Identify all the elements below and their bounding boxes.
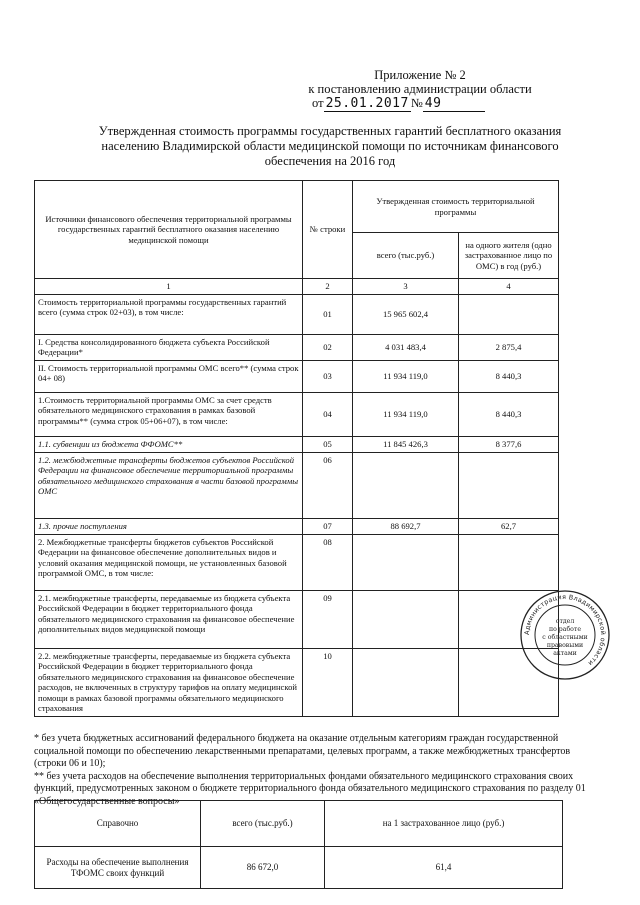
ref-row-label: Расходы на обеспечение выполнения ТФОМС своих функций bbox=[35, 847, 201, 889]
table-row bbox=[35, 518, 559, 534]
row-number: 02 bbox=[303, 334, 353, 360]
row-label: Стоимость территориальной программы государственных гарантий всего (сумма строк 02+03), в том числе: bbox=[35, 294, 303, 334]
stamp-line-2: по работе bbox=[548, 626, 582, 633]
decree-date: 25.01.2017 bbox=[325, 96, 409, 111]
table-row bbox=[35, 436, 559, 452]
row-number: 01 bbox=[303, 294, 353, 334]
table-row bbox=[35, 590, 559, 648]
table-row bbox=[35, 452, 559, 518]
row-total: 15 965 602,4 bbox=[353, 294, 459, 334]
stamp-line-4: правовыми bbox=[546, 642, 584, 649]
stamp-line-3: с областными bbox=[542, 634, 588, 641]
col-num-3: 3 bbox=[353, 279, 459, 295]
footnote-2: ** без учета расходов на обеспечение выполнения территориальных фондами обязательного медицинского страхования своих функций, предусмотренных законом о бюджете территориального фонда обязательного медицинского страхования по разделу 01 «Общегосударственные вопросы» bbox=[34, 770, 586, 807]
table-row bbox=[35, 294, 559, 334]
ref-header-total: всего (тыс.руб.) bbox=[201, 801, 325, 847]
decree-number: 49 bbox=[423, 96, 485, 112]
table-row bbox=[35, 334, 559, 360]
row-per bbox=[459, 452, 559, 518]
table-row bbox=[35, 360, 559, 392]
reference-table bbox=[34, 800, 563, 889]
row-total bbox=[353, 648, 459, 716]
row-label: 1.1. субвенции из бюджета ФФОМС** bbox=[35, 436, 303, 452]
row-number: 05 bbox=[303, 436, 353, 452]
row-number: 08 bbox=[303, 534, 353, 590]
row-per: 2 875,4 bbox=[459, 334, 559, 360]
number-prefix: № bbox=[410, 96, 423, 110]
stamp-ring-text: Администрация Владимирской области bbox=[522, 592, 608, 668]
row-total: 11 934 119,0 bbox=[353, 392, 459, 436]
row-number: 04 bbox=[303, 392, 353, 436]
ref-row-total: 86 672,0 bbox=[201, 847, 325, 889]
col-num-1: 1 bbox=[35, 279, 303, 295]
row-total bbox=[353, 590, 459, 648]
stamp-line-5: актами bbox=[553, 650, 577, 657]
appendix-subtitle: к постановлению администрации области bbox=[308, 82, 532, 96]
col-num-2: 2 bbox=[303, 279, 353, 295]
row-label: I. Средства консолидированного бюджета субъекта Российской Федерации* bbox=[35, 334, 303, 360]
row-per: 62,7 bbox=[459, 518, 559, 534]
col-row-header: № строки bbox=[303, 181, 353, 279]
row-total: 4 031 483,4 bbox=[353, 334, 459, 360]
col-total-header: всего (тыс.руб.) bbox=[353, 233, 459, 279]
row-per: 8 440,3 bbox=[459, 392, 559, 436]
row-number: 06 bbox=[303, 452, 353, 518]
table-row bbox=[35, 847, 563, 889]
row-number: 07 bbox=[303, 518, 353, 534]
table-row bbox=[35, 648, 559, 716]
document-title: Утвержденная стоимость программы государственных гарантий бесплатного оказания населению Владимирской области медицинской помощи по источникам финансового обеспечения на 2016 год bbox=[98, 124, 562, 168]
row-label: 1.Стоимость территориальной программы ОМС за счет средств обязательного медицинского страхования в рамках базовой программы** (сумма строк 05+06+07), в том числе: bbox=[35, 392, 303, 436]
table-row bbox=[35, 534, 559, 590]
row-per bbox=[459, 294, 559, 334]
row-per: 8 377,6 bbox=[459, 436, 559, 452]
col-cost-header: Утвержденная стоимость территориальной программы bbox=[353, 181, 559, 233]
row-label: 1.2. межбюджетные трансферты бюджетов субъектов Российской Федерации на финансовое обеспечение территориальной программы обязательного медицинского страхования в части базовой программы ОМС bbox=[35, 452, 303, 518]
ref-row-per: 61,4 bbox=[325, 847, 563, 889]
row-total: 88 692,7 bbox=[353, 518, 459, 534]
row-number: 10 bbox=[303, 648, 353, 716]
row-total bbox=[353, 534, 459, 590]
ref-header-label: Справочно bbox=[35, 801, 201, 847]
row-total: 11 845 426,3 bbox=[353, 436, 459, 452]
footnotes bbox=[34, 733, 594, 808]
row-per: 8 440,3 bbox=[459, 360, 559, 392]
cost-table bbox=[34, 180, 559, 717]
row-label: II. Стоимость территориальной программы ОМС всего** (сумма строк 04+ 08) bbox=[35, 360, 303, 392]
row-number: 03 bbox=[303, 360, 353, 392]
ref-header-per: на 1 застрахованное лицо (руб.) bbox=[325, 801, 563, 847]
table-row bbox=[35, 392, 559, 436]
row-per bbox=[459, 534, 559, 590]
appendix-title: Приложение № 2 bbox=[374, 68, 466, 82]
col-num-4: 4 bbox=[459, 279, 559, 295]
col-source-header: Источники финансового обеспечения территориальной программы государственных гарантий бесплатного оказания населению медицинской помощи bbox=[35, 181, 303, 279]
row-total bbox=[353, 452, 459, 518]
row-total: 11 934 119,0 bbox=[353, 360, 459, 392]
col-per-header: на одного жителя (одно застрахованное лицо по ОМС) в год (руб.) bbox=[459, 233, 559, 279]
row-label: 2.1. межбюджетные трансферты, передаваемые из бюджета субъекта Российской Федерации в бюджет территориального фонда обязательного медицинского страхования на финансовое обеспечение дополнительных видов медицинской помощи bbox=[35, 590, 303, 648]
row-number: 09 bbox=[303, 590, 353, 648]
row-label: 1.3. прочие поступления bbox=[35, 518, 303, 534]
row-label: 2.2. межбюджетные трансферты, передаваемые из бюджета субъекта Российской Федерации в бюджет территориального фонда обязательного медицинского страхования на финансовое обеспечение расходов, не включенных в структуру тарифов на оплату медицинской помощи в рамках базовой программы обязательного медицинского страхования bbox=[35, 648, 303, 716]
stamp-line-1: отдел bbox=[555, 618, 575, 625]
row-label: 2. Межбюджетные трансферты бюджетов субъектов Российской Федерации на финансовое обеспечение дополнительных видов и условий оказания медицинской помощи, не установленных базовой программой ОМС, в том числе: bbox=[35, 534, 303, 590]
footnote-1: * без учета бюджетных ассигнований федерального бюджета на оказание отдельным категориям граждан государственной социальной помощи по обеспечению лекарственными препаратами, целевых программ, а также межбюджетных трансфертов (строки 06 и 10); bbox=[34, 733, 571, 769]
decree-date-line bbox=[312, 96, 572, 112]
official-stamp bbox=[520, 590, 610, 680]
date-prefix: от bbox=[312, 96, 324, 110]
